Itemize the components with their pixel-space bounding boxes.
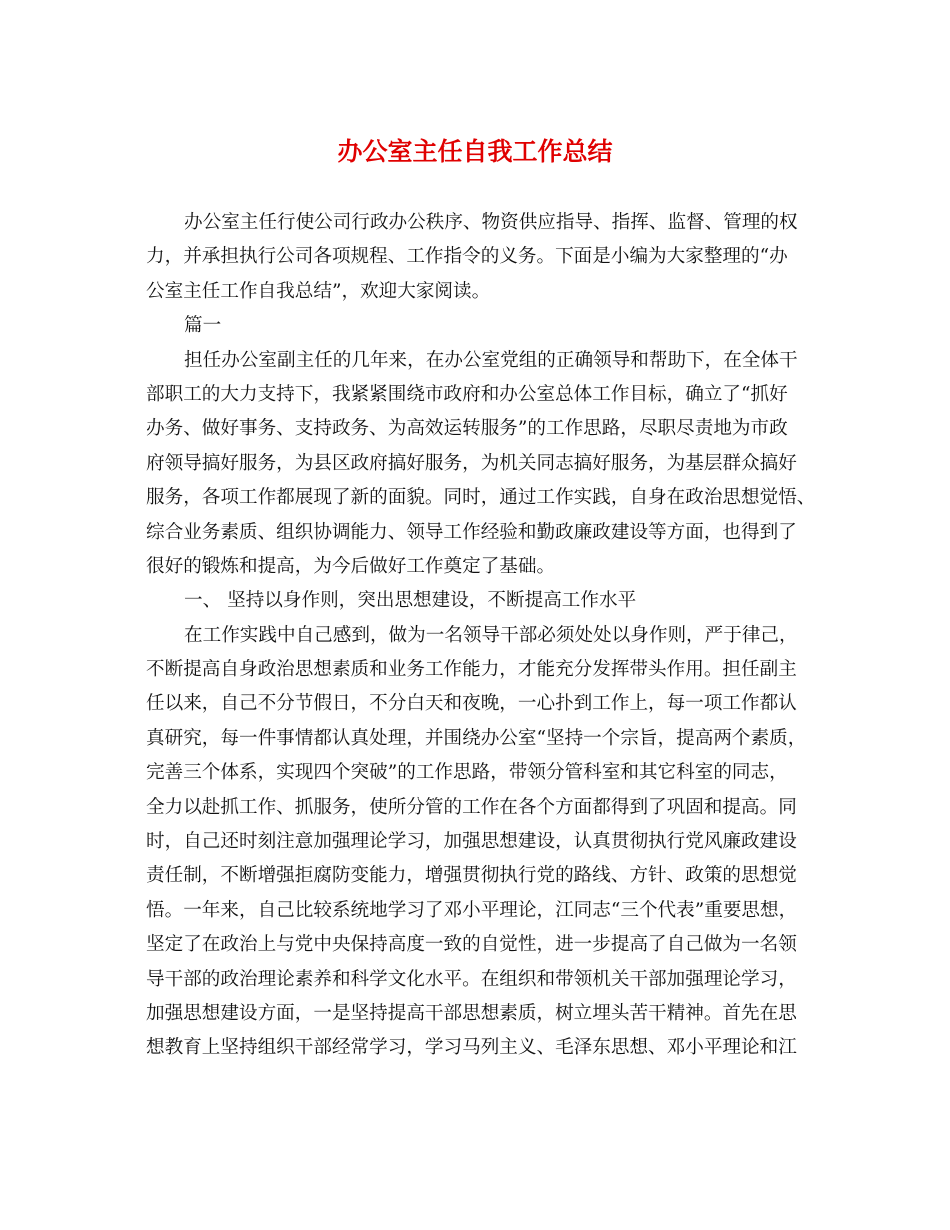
- text-line: 不断提高自身政治思想素质和业务工作能力，才能充分发挥带头作用。担任副主: [146, 659, 797, 681]
- text-line: 责任制，不断增强拒腐防变能力，增强贯彻执行党的路线、方针、政策的思想觉: [146, 865, 797, 887]
- text-line: 全力以赴抓工作、抓服务，使所分管的工作在各个方面都得到了巩固和提高。同: [146, 796, 797, 818]
- text-line: 在工作实践中自己感到，做为一名领导干部必须处处以身作则，严于律己，: [184, 624, 798, 646]
- text-line: 一、 坚持以身作则，突出思想建设，不断提高工作水平: [184, 590, 637, 612]
- text-line: 部职工的大力支持下，我紧紧围绕市政府和办公室总体工作目标，确立了“抓好: [146, 383, 788, 405]
- text-line: 任以来，自己不分节假日，不分白天和夜晚，一心扑到工作上，每一项工作都认: [146, 693, 797, 715]
- text-line: 公室主任工作自我总结”，欢迎大家阅读。: [146, 280, 491, 302]
- document-title: 办公室主任自我工作总结: [337, 137, 613, 166]
- text-line: 完善三个体系，实现四个突破”的工作思路，带领分管科室和其它科室的同志，: [146, 762, 788, 784]
- text-line: 办务、做好事务、支持政务、为高效运转服务”的工作思路，尽职尽责地为市政: [146, 418, 788, 440]
- text-line: 很好的锻炼和提高，为今后做好工作奠定了基础。: [146, 555, 556, 577]
- text-line: 综合业务素质、组织协调能力、领导工作经验和勤政廉政建设等方面，也得到了: [146, 521, 797, 543]
- text-line: 办公室主任行使公司行政办公秩序、物资供应指导、指挥、监督、管理的权: [184, 212, 798, 233]
- text-line: 导干部的政治理论素养和科学文化水平。在组织和带领机关干部加强理论学习，: [146, 968, 797, 990]
- text-line: 力，并承担执行公司各项规程、工作指令的义务。下面是小编为大家整理的“办: [146, 246, 788, 268]
- text-line: 加强思想建设方面，一是坚持提高干部思想素质，树立埋头苦干精神。首先在思: [146, 1002, 797, 1024]
- text-line: 担任办公室副主任的几年来，在办公室党组的正确领导和帮助下，在全体干: [184, 349, 798, 371]
- text-line: 服务，各项工作都展现了新的面貌。同时，通过工作实践，自身在政治思想觉悟、: [146, 487, 816, 509]
- text-line: 想教育上坚持组织干部经常学习，学习马列主义、毛泽东思想、邓小平理论和江: [146, 1037, 797, 1059]
- text-line: 真研究，每一件事情都认真处理，并围绕办公室“坚持一个宗旨，提高两个素质，: [146, 727, 807, 749]
- document-body: [146, 206, 816, 1066]
- text-line: 悟。一年来，自己比较系统地学习了邓小平理论，江同志“三个代表”重要思想，: [146, 899, 798, 921]
- text-line: 时，自己还时刻注意加强理论学习，加强思想建设，认真贯彻执行党风廉政建设: [146, 831, 797, 853]
- text-line: 篇一: [184, 315, 222, 337]
- text-line: 坚定了在政治上与党中央保持高度一致的自觉性，进一步提高了自己做为一名领: [146, 934, 797, 956]
- text-line: 府领导搞好服务，为县区政府搞好服务，为机关同志搞好服务，为基层群众搞好: [146, 452, 797, 474]
